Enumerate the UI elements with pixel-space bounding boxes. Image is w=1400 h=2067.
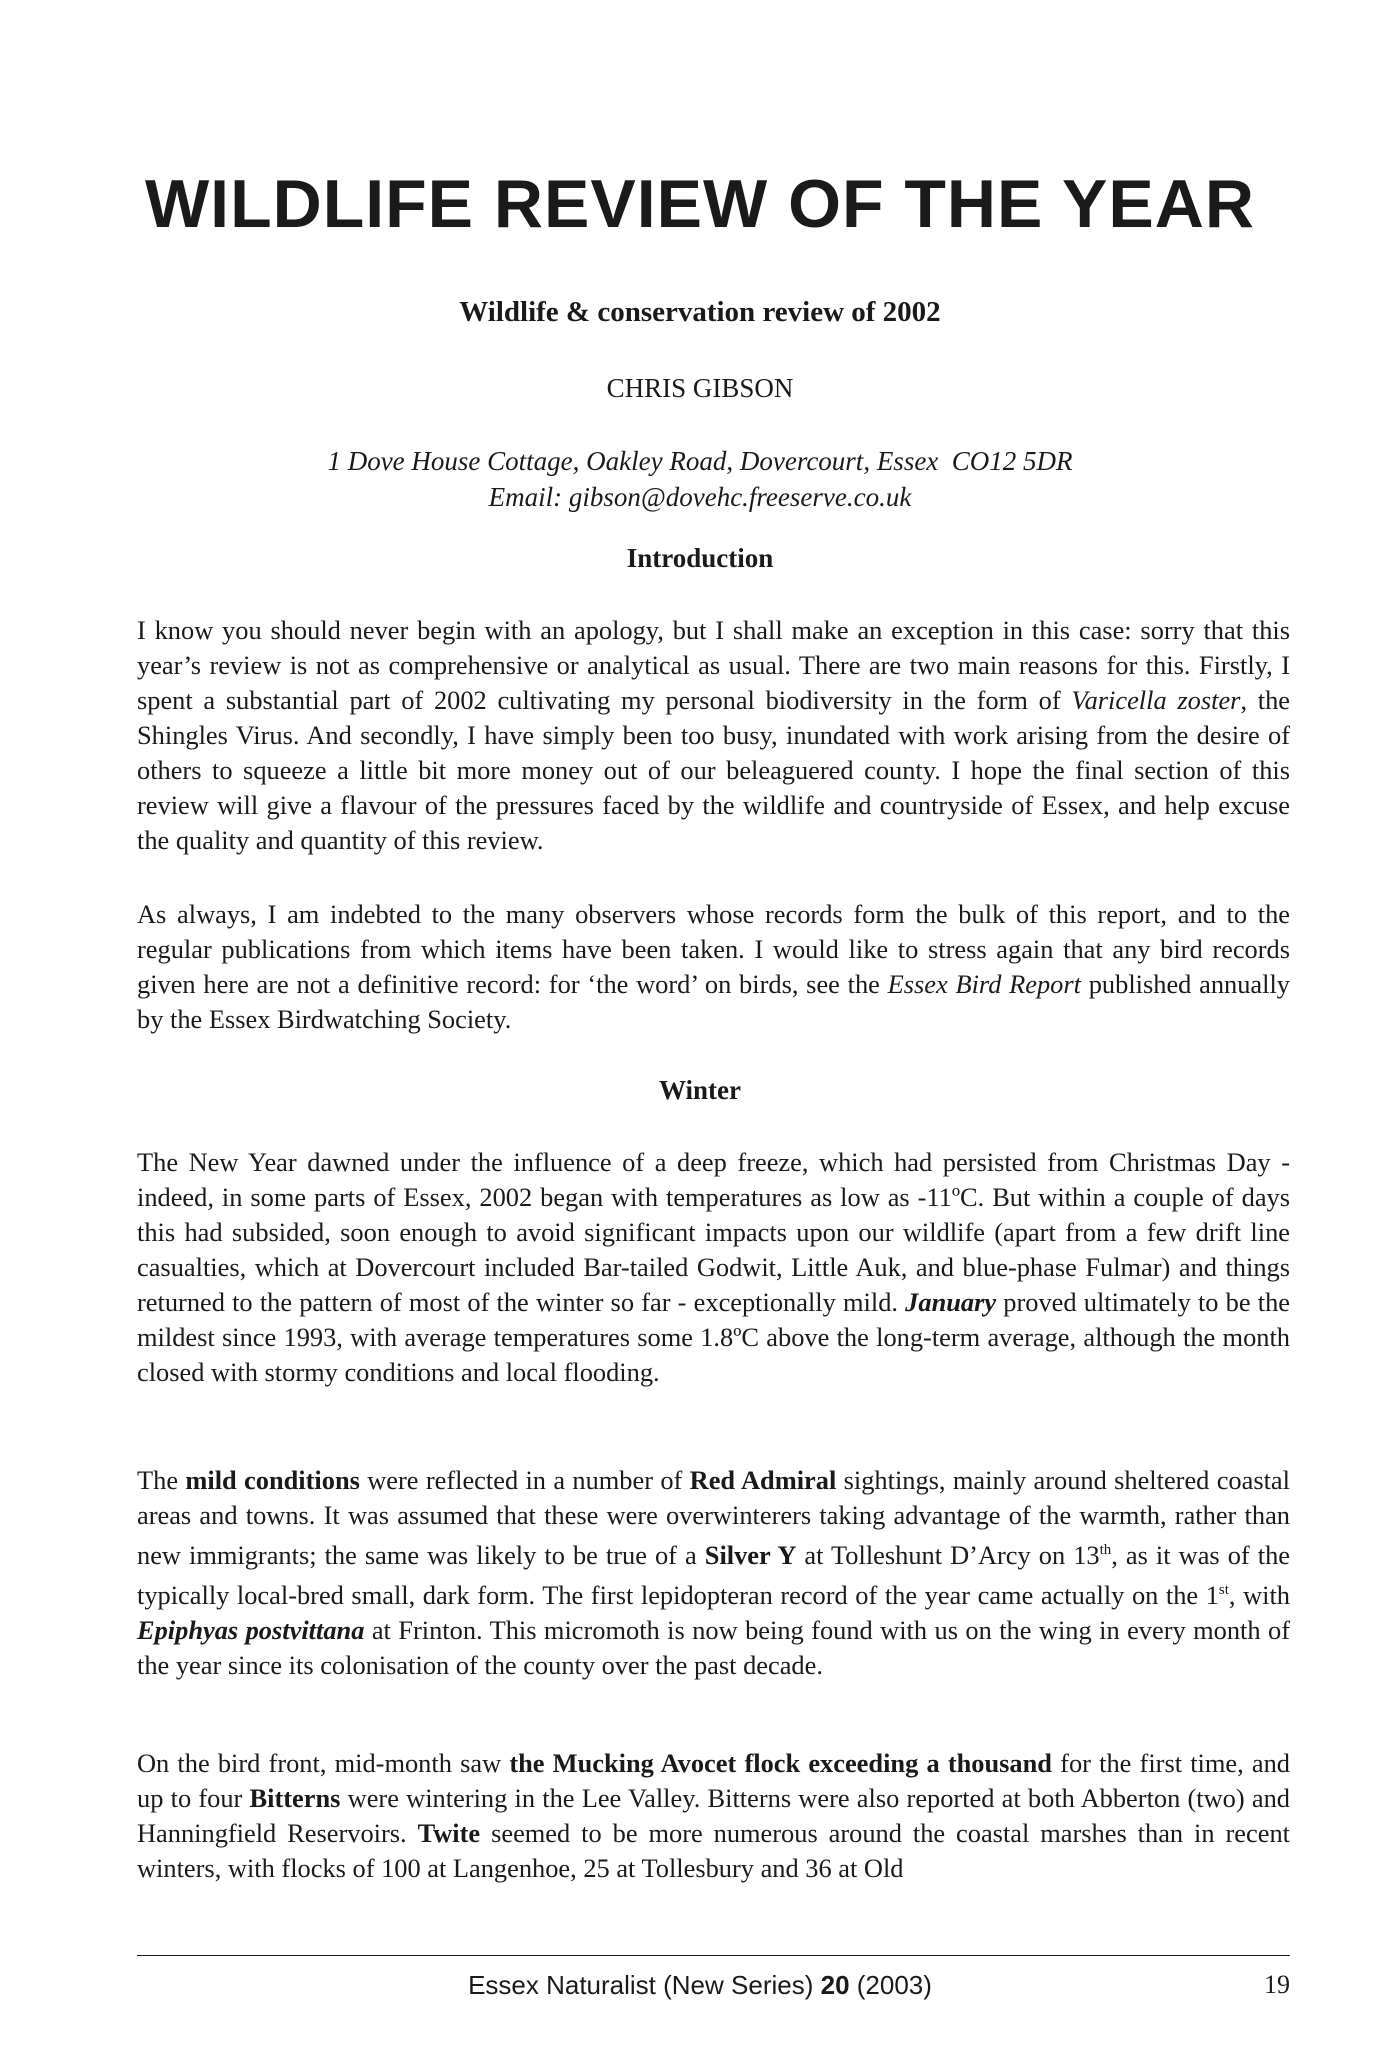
species-name: Red Admiral	[689, 1465, 837, 1495]
volume-number: 20	[820, 1970, 850, 2000]
paragraph-intro-1	[137, 613, 1290, 858]
ordinal-suffix: th	[1099, 1542, 1112, 1558]
text-run: On the bird front, mid-month saw	[137, 1748, 510, 1778]
paragraph-intro-2	[137, 897, 1290, 1037]
text-run: seemed to be more numerous around the coastal marshes than in recent winters, with flocks of 100 at Langenhoe, 25 at Tollesbury and 36 at Old	[137, 1818, 1290, 1883]
month-name: January	[905, 1287, 997, 1317]
text-run: proved ultimately to be the mildest since 1993, with average temperatures some 1.8ºC above the long-term average, although the month closed with stormy conditions and local flooding.	[137, 1287, 1290, 1387]
text-run: The New Year dawned under the influence of a deep freeze, which had persisted from Christmas Day - indeed, in some parts of Essex, 2002 began with temperatures as low as -11ºC. But within a couple of days this had subsided, soon enough to avoid significant impacts upon our wildlife (apart from a few drift line casualties, which at Dovercourt included Bar-tailed Godwit, Little Auk, and blue-phase Fulmar) and things returned to the pattern of most of the winter so far - exceptionally mild.	[137, 1147, 1290, 1317]
species-name: Varicella zoster	[1071, 685, 1241, 715]
text-run: sightings, mainly around sheltered coastal areas and towns. It was assumed that these were overwinterers taking advantage of the warmth, rather than new immigrants; the same was likely to be true of a	[137, 1465, 1290, 1570]
species-name: Silver Y	[704, 1539, 797, 1570]
heading-introduction: Introduction	[626, 543, 774, 573]
email-line: Email: gibson@dovehc.freeserve.co.uk	[488, 482, 912, 512]
text-run: at Frinton. This micromoth is now being found with us on the wing in every month of the year since its colonisation of the county over the past decade.	[137, 1614, 1290, 1680]
species-name: Twite	[417, 1818, 481, 1848]
ordinal-suffix: st	[1218, 1581, 1229, 1598]
footer-journal	[0, 1970, 1400, 2001]
text-run: at Tolleshunt D’Arcy on 13	[796, 1539, 1100, 1570]
page-title: WILDLIFE REVIEW OF THE YEAR	[145, 166, 1255, 242]
text-run: I know you should never begin with an apology, but I shall make an exception in this case: sorry that this year’s review is not as comprehensive or analytical as usual. There are two main reasons for this. Firstly, I spent a substantial part of 2002 cultivating my personal biodiversity in the form of	[137, 615, 1290, 715]
species-name: Epiphyas postvittana	[137, 1614, 365, 1645]
paragraph-winter-3	[137, 1746, 1290, 1886]
heading-winter: Winter	[659, 1075, 741, 1105]
text-run: published annually by the Essex Birdwatching Society.	[137, 969, 1290, 1034]
address-line: 1 Dove House Cottage, Oakley Road, Dovercourt, Essex CO12 5DR	[327, 446, 1073, 476]
text-run: were wintering in the Lee Valley. Bitterns were also reported at both Abberton (two) and Hanningfield Reservoirs.	[137, 1783, 1290, 1848]
text-run: As always, I am indebted to the many observers whose records form the bulk of this report, and to the regular publications from which items have been taken. I would like to stress again that any bird records given here are not a definitive record: for ‘the word’ on birds, see the	[137, 899, 1290, 999]
species-name: Bitterns	[249, 1783, 341, 1813]
text-run: The	[137, 1465, 186, 1495]
paragraph-winter-1	[137, 1145, 1290, 1390]
text-run: , the Shingles Virus. And secondly, I have simply been too busy, inundated with work arising from the desire of others to squeeze a little bit more money out of our beleaguered county. I hope the final section of this review will give a flavour of the pressures faced by the wildlife and countryside of Essex, and help excuse the quality and quantity of this review.	[137, 685, 1291, 855]
author-name: CHRIS GIBSON	[606, 373, 794, 403]
text-run: for the first time, and up to four	[137, 1748, 1291, 1813]
article-subtitle: Wildlife & conservation review of 2002	[459, 296, 941, 328]
text-run: , as it was of the typically local-bred small, dark form. The first lepidopteran record of the year came actually on the 1	[137, 1539, 1290, 1610]
author-address	[0, 443, 1400, 515]
text-run: were reflected in a number of	[359, 1465, 690, 1495]
journal-name: Essex Naturalist (New Series)	[468, 1970, 821, 2000]
page-number: 19	[1264, 1970, 1290, 1999]
footer-divider	[137, 1955, 1290, 1956]
bold-term: the Mucking Avocet flock exceeding a thousand	[509, 1748, 1052, 1778]
bold-term: mild conditions	[185, 1465, 360, 1495]
text-run: , with	[1228, 1579, 1290, 1610]
journal-year: (2003)	[849, 1970, 932, 2000]
paragraph-winter-2	[137, 1463, 1290, 1683]
publication-title: Essex Bird Report	[887, 969, 1081, 999]
